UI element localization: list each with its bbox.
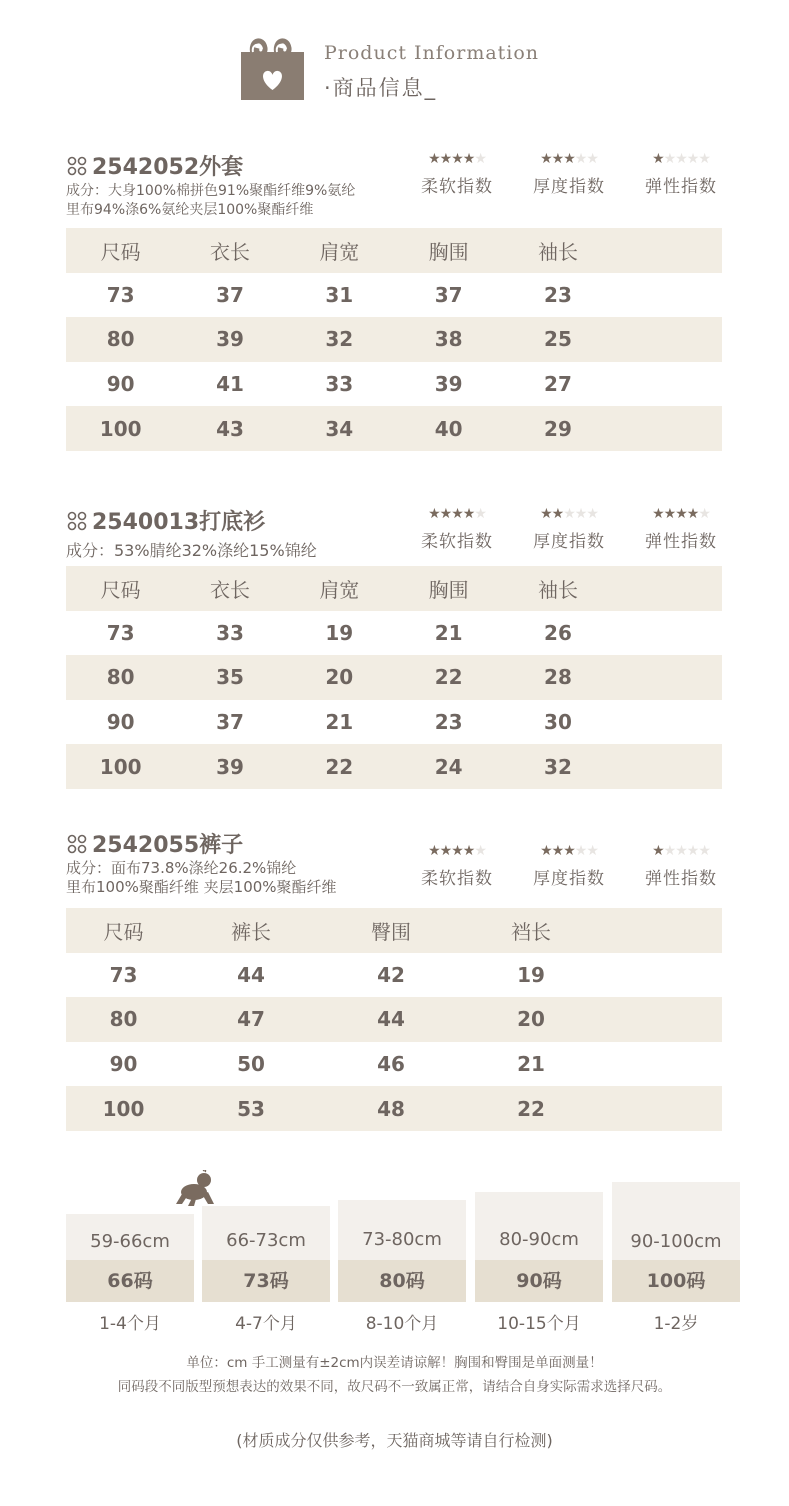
table-cell: 33 [325,372,354,397]
table-cell: 32 [544,754,572,779]
table-row [66,997,722,1042]
table-cell: 32 [325,327,354,352]
product-section-3 [66,828,722,1131]
table-cell: 19 [325,620,354,645]
star-filled-icon: ★ [439,151,452,167]
table-cell: 33 [216,620,244,645]
star-rating [640,844,722,858]
table-cell: 27 [544,372,572,397]
rating-elasticity [640,507,722,552]
table-cell: 20 [517,1007,545,1032]
age-size-chart [66,1178,740,1338]
table-cell: 80 [106,665,135,690]
rating-softness [416,152,498,197]
star-empty-icon: ★ [474,151,486,167]
table-cell: 39 [434,372,463,397]
column-header: 衣长 [209,577,250,602]
ratings [416,507,722,552]
age-label: 1-2岁 [653,1314,699,1334]
table-cell: 21 [325,710,354,735]
column-header: 衣长 [209,239,250,264]
table-cell: 80 [106,327,135,352]
size-table [66,566,722,789]
rating-label: 厚度指数 [533,869,605,889]
star-empty-icon: ★ [563,506,575,522]
column-header: 袖长 [537,577,578,602]
table-row [66,700,722,745]
star-filled-icon: ★ [428,506,440,522]
table-row [66,317,722,362]
column-header: 尺码 [100,577,141,602]
star-filled-icon: ★ [462,151,475,167]
star-empty-icon: ★ [574,843,587,859]
star-filled-icon: ★ [451,151,463,167]
table-row [66,744,722,789]
column-header: 肩宽 [319,577,360,602]
star-filled-icon: ★ [652,151,664,167]
star-empty-icon: ★ [586,151,598,167]
star-filled-icon: ★ [652,843,664,859]
table-cell: 40 [434,416,463,441]
rating-label: 厚度指数 [533,177,605,197]
rating-label: 厚度指数 [533,532,605,552]
table-row [66,1086,722,1131]
rating-softness [416,507,498,552]
star-rating [416,152,498,166]
table-cell: 22 [325,754,354,779]
age-label: 4-7个月 [235,1314,297,1334]
star-empty-icon: ★ [574,506,587,522]
column-header: 袖长 [537,239,578,264]
page-header [0,0,789,130]
rating-thickness [528,844,610,889]
table-row [66,1042,722,1087]
table-cell: 44 [237,962,265,987]
table-cell: 80 [109,1007,138,1032]
table-cell: 24 [434,754,463,779]
product-header [66,505,722,566]
table-row [66,406,722,451]
rating-label: 柔软指数 [421,177,493,197]
ratings [416,844,722,889]
table-cell: 23 [434,710,463,735]
table-cell: 22 [517,1096,545,1121]
column-header: 裆长 [511,919,551,944]
column-header: 裤长 [231,919,271,944]
size-label: 100码 [612,1260,740,1302]
table-cell: 48 [377,1096,405,1121]
table-cell: 90 [106,372,135,397]
table-cell: 73 [106,282,135,307]
table-cell: 34 [325,416,354,441]
composition-line-2: 里布100%聚酯纤维 夹层100%聚酯纤维 [66,878,337,896]
table-cell: 31 [325,282,354,307]
star-filled-icon: ★ [540,151,552,167]
star-filled-icon: ★ [451,506,463,522]
table-cell: 29 [544,416,572,441]
table-cell: 39 [216,754,244,779]
height-range: 90-100cm [630,1231,722,1252]
star-empty-icon: ★ [474,843,486,859]
table-cell: 37 [434,282,463,307]
product-title-text: 2542052外套 [92,155,244,180]
table-cell: 90 [109,1052,138,1077]
table-cell: 38 [434,327,463,352]
table-cell: 37 [216,282,244,307]
table-cell: 50 [237,1052,265,1077]
product-title-text: 2540013打底衫 [92,510,266,535]
table-cell: 19 [517,962,545,987]
rating-softness [416,844,498,889]
table-cell: 21 [517,1052,545,1077]
star-rating [640,507,722,521]
table-header-row [66,908,722,953]
star-filled-icon: ★ [428,843,440,859]
composition-line-1: 成分：面布73.8%涤纶26.2%锦纶 [66,859,297,877]
star-filled-icon: ★ [462,506,475,522]
product-title [66,828,243,859]
column-header: 尺码 [100,239,141,264]
product-title [66,150,243,181]
table-row [66,362,722,407]
table-cell: 21 [434,620,463,645]
size-label: 80码 [338,1260,466,1302]
column-header: 肩宽 [319,239,360,264]
rating-elasticity [640,844,722,889]
star-empty-icon: ★ [663,151,676,167]
grid-dots-icon [66,834,88,854]
shopping-bag-heart-icon [241,38,304,100]
table-cell: 42 [377,962,405,987]
grid-dots-icon [66,156,88,176]
age-label: 8-10个月 [365,1314,439,1334]
height-range: 66-73cm [226,1230,306,1251]
table-cell: 44 [377,1007,405,1032]
star-rating [528,152,610,166]
age-label: 10-15个月 [497,1314,581,1334]
note-line: 单位：cm 手工测量有±2cm内误差请谅解！胸围和臀围是单面测量！ [186,1355,603,1371]
column-header: 胸围 [428,577,469,602]
table-row [66,953,722,998]
star-filled-icon: ★ [439,843,452,859]
column-header: 尺码 [103,919,144,944]
table-cell: 22 [434,665,463,690]
product-title-text: 2542055裤子 [92,833,244,858]
rating-elasticity [640,152,722,197]
table-cell: 28 [544,665,572,690]
star-filled-icon: ★ [451,843,463,859]
rating-label: 柔软指数 [421,532,493,552]
star-empty-icon: ★ [698,843,710,859]
header-title-en: Product Information [324,42,540,64]
measurement-notes [0,1351,789,1399]
star-filled-icon: ★ [540,843,552,859]
star-rating [528,507,610,521]
table-cell: 73 [106,620,135,645]
table-cell: 26 [544,620,572,645]
rating-label: 柔软指数 [421,869,493,889]
table-cell: 23 [544,282,572,307]
composition-line-2: 里布94%涤6%氨纶夹层100%聚酯纤维 [66,202,314,218]
table-cell: 30 [544,710,572,735]
crawling-baby-icon [174,1170,218,1208]
note-line: 同码段不同版型预想表达的效果不同，故尺码不一致属正常，请结合自身实际需求选择尺码。 [117,1379,672,1395]
table-cell: 20 [325,665,354,690]
table-cell: 35 [216,665,244,690]
table-cell: 100 [99,416,142,441]
table-cell: 37 [216,710,244,735]
product-section-1 [66,150,722,451]
table-header-row [66,566,722,611]
column-header: 胸围 [428,239,469,264]
height-range: 80-90cm [499,1229,579,1250]
column-header: 臀围 [371,919,411,944]
rating-label: 弹性指数 [645,177,717,197]
table-cell: 100 [99,754,142,779]
height-range: 73-80cm [362,1229,442,1250]
table-row [66,611,722,656]
star-filled-icon: ★ [551,843,564,859]
table-cell: 41 [216,372,244,397]
grid-dots-icon [66,511,88,531]
star-empty-icon: ★ [675,843,687,859]
product-header [66,150,722,228]
table-cell: 39 [216,327,244,352]
rating-thickness [528,152,610,197]
height-range: 59-66cm [90,1231,170,1252]
rating-thickness [528,507,610,552]
star-rating [640,152,722,166]
ratings [416,152,722,197]
star-filled-icon: ★ [540,506,552,522]
rating-label: 弹性指数 [645,869,717,889]
star-empty-icon: ★ [474,506,486,522]
composition-line-1: 成分：53%腈纶32%涤纶15%锦纶 [66,541,317,560]
star-empty-icon: ★ [574,151,587,167]
table-row [66,655,722,700]
star-empty-icon: ★ [675,151,687,167]
star-filled-icon: ★ [563,843,575,859]
star-empty-icon: ★ [586,506,598,522]
table-header-row [66,228,722,273]
star-empty-icon: ★ [698,506,710,522]
product-title [66,505,265,536]
composition-line-1: 成分：大身100%棉拼色91%聚酯纤维9%氨纶 [66,183,356,199]
table-cell: 46 [377,1052,405,1077]
star-filled-icon: ★ [652,506,664,522]
product-header [66,828,722,908]
size-label: 66码 [66,1260,194,1302]
table-cell: 25 [544,327,572,352]
table-cell: 73 [109,962,138,987]
size-label: 90码 [475,1260,603,1302]
rating-label: 弹性指数 [645,532,717,552]
star-empty-icon: ★ [686,151,699,167]
table-cell: 47 [237,1007,265,1032]
star-filled-icon: ★ [686,506,699,522]
star-filled-icon: ★ [551,151,564,167]
star-rating [416,844,498,858]
header-title-cn: ·商品信息_ [324,76,438,100]
age-label: 1-4个月 [99,1314,161,1334]
star-filled-icon: ★ [428,151,440,167]
star-filled-icon: ★ [439,506,452,522]
star-filled-icon: ★ [563,151,575,167]
size-table [66,228,722,451]
table-cell: 53 [237,1096,265,1121]
star-filled-icon: ★ [551,506,564,522]
table-row [66,273,722,318]
table-cell: 90 [106,710,135,735]
star-empty-icon: ★ [663,843,676,859]
table-cell: 43 [216,416,244,441]
size-table [66,908,722,1131]
product-section-2 [66,505,722,789]
star-filled-icon: ★ [675,506,687,522]
footer-disclaimer: (材质成分仅供参考，天猫商城等请自行检测) [236,1431,553,1450]
star-empty-icon: ★ [686,843,699,859]
star-empty-icon: ★ [586,843,598,859]
star-filled-icon: ★ [663,506,676,522]
table-cell: 100 [102,1096,145,1121]
star-rating [528,844,610,858]
star-rating [416,507,498,521]
star-filled-icon: ★ [462,843,475,859]
size-label: 73码 [202,1260,330,1302]
star-empty-icon: ★ [698,151,710,167]
